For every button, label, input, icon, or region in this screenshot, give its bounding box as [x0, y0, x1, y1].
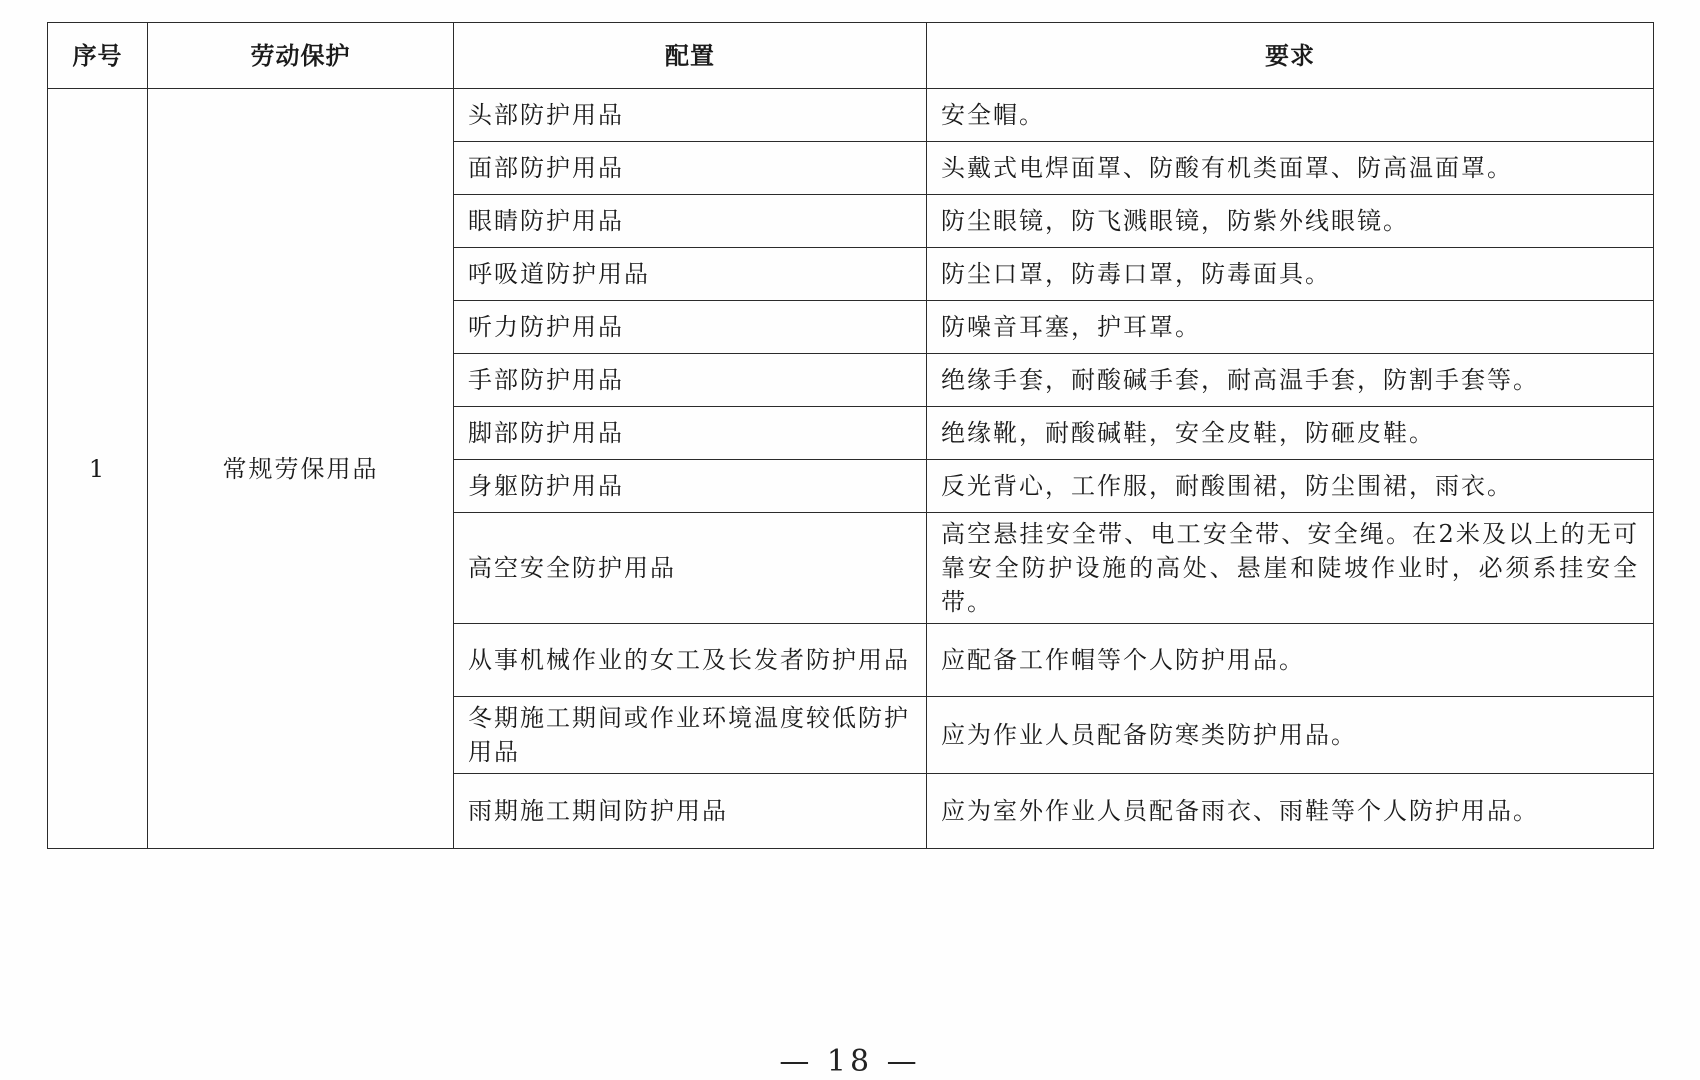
config-cell: 头部防护用品 — [454, 89, 927, 142]
config-cell: 听力防护用品 — [454, 301, 927, 354]
requirement-cell: 应配备工作帽等个人防护用品。 — [927, 624, 1654, 697]
table-row — [48, 89, 1654, 142]
header-config: 配置 — [454, 23, 927, 89]
requirement-cell: 头戴式电焊面罩、防酸有机类面罩、防高温面罩。 — [927, 142, 1654, 195]
config-cell: 从事机械作业的女工及长发者防护用品 — [454, 624, 927, 697]
group-index: 1 — [48, 89, 148, 849]
header-requirement: 要求 — [927, 23, 1654, 89]
requirement-cell: 应为作业人员配备防寒类防护用品。 — [927, 697, 1654, 774]
group-category: 常规劳保用品 — [148, 89, 454, 849]
config-cell: 高空安全防护用品 — [454, 513, 927, 624]
config-cell: 雨期施工期间防护用品 — [454, 774, 927, 849]
requirement-cell: 反光背心，工作服，耐酸围裙，防尘围裙，雨衣。 — [927, 460, 1654, 513]
requirement-cell: 防尘口罩，防毒口罩，防毒面具。 — [927, 248, 1654, 301]
requirement-cell: 应为室外作业人员配备雨衣、雨鞋等个人防护用品。 — [927, 774, 1654, 849]
requirement-cell: 防尘眼镜，防飞溅眼镜，防紫外线眼镜。 — [927, 195, 1654, 248]
config-cell: 脚部防护用品 — [454, 407, 927, 460]
config-cell: 眼睛防护用品 — [454, 195, 927, 248]
requirement-cell: 高空悬挂安全带、电工安全带、安全绳。在2米及以上的无可靠安全防护设施的高处、悬崖和陡坡作业时，必须系挂安全带。 — [927, 513, 1654, 624]
requirement-cell: 安全帽。 — [927, 89, 1654, 142]
requirement-cell: 防噪音耳塞，护耳罩。 — [927, 301, 1654, 354]
config-cell: 面部防护用品 — [454, 142, 927, 195]
config-cell: 手部防护用品 — [454, 354, 927, 407]
protection-table — [47, 22, 1654, 849]
requirement-cell: 绝缘靴，耐酸碱鞋，安全皮鞋，防砸皮鞋。 — [927, 407, 1654, 460]
table-header-row — [48, 23, 1654, 89]
requirement-cell: 绝缘手套，耐酸碱手套，耐高温手套，防割手套等。 — [927, 354, 1654, 407]
header-index: 序号 — [48, 23, 148, 89]
page-number: — 18 — — [779, 1044, 921, 1079]
config-cell: 呼吸道防护用品 — [454, 248, 927, 301]
config-cell: 冬期施工期间或作业环境温度较低防护用品 — [454, 697, 927, 774]
config-cell: 身躯防护用品 — [454, 460, 927, 513]
header-category: 劳动保护 — [148, 23, 454, 89]
